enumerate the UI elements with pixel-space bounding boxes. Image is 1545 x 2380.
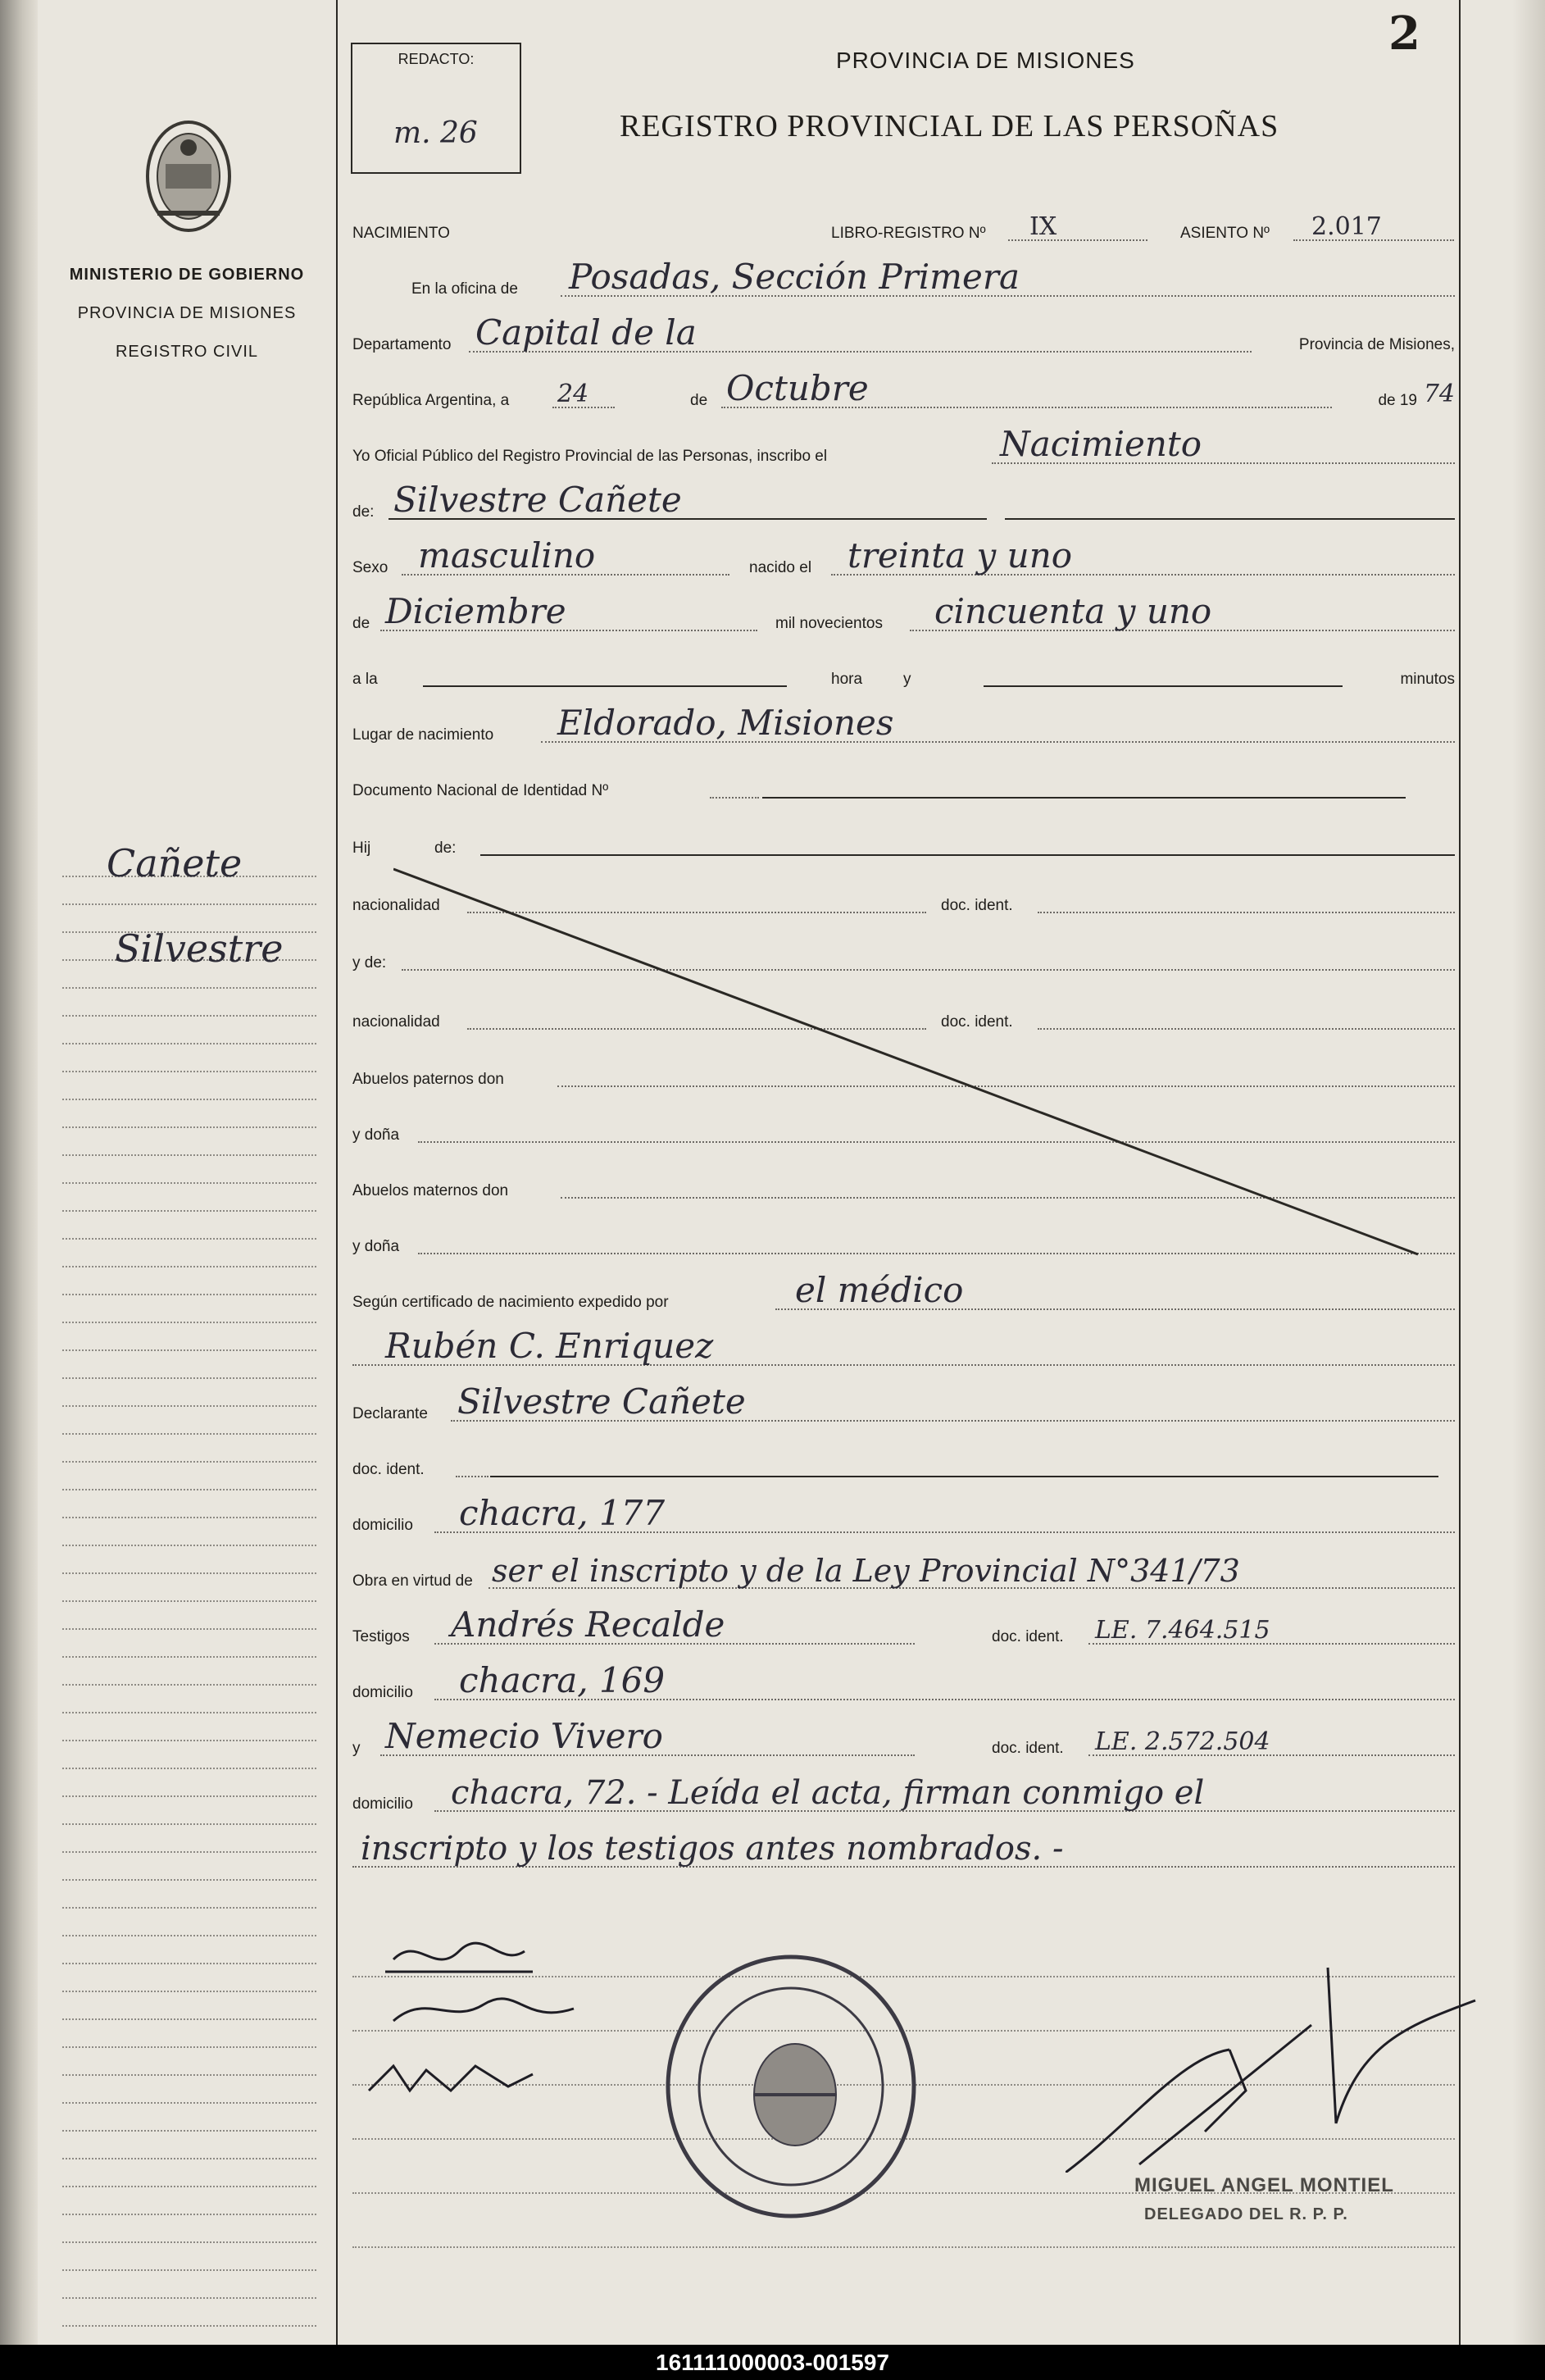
row-domicilio	[352, 1493, 1455, 1538]
margin-rule-line	[62, 1712, 316, 1713]
name-line-2	[1005, 518, 1455, 520]
libro-value: IX	[1029, 212, 1057, 241]
testigo2-value: Nemecio Vivero	[385, 1716, 663, 1756]
margin-rule-line	[62, 1294, 316, 1295]
lugar-label: Lugar de nacimiento	[352, 726, 494, 744]
margin-rule	[336, 0, 338, 2345]
de-name-label: de:	[352, 503, 375, 521]
abuelos-maternos-label: Abuelos maternos don	[352, 1182, 509, 1199]
margin-rule-line	[62, 1489, 316, 1490]
strike-through-line	[393, 853, 1426, 1263]
margin-rule-line	[62, 1071, 316, 1072]
testigo1-doc-value: LE. 7.464.515	[1095, 1616, 1270, 1645]
row-medico	[352, 1326, 1455, 1371]
signature-rule-line	[352, 2246, 1455, 2248]
asiento-label: ASIENTO Nº	[1180, 225, 1270, 242]
margin-rule-line	[62, 987, 316, 989]
margin-rule-line	[62, 1907, 316, 1909]
departamento-label: Departamento	[352, 336, 452, 353]
page-edge	[1512, 0, 1545, 2345]
margin-rule-line	[62, 1517, 316, 1518]
nacido-label: nacido el	[749, 559, 812, 576]
header-registry: REGISTRO PROVINCIAL DE LAS PERSOÑAS	[620, 109, 1279, 143]
domicilio3-label: domicilio	[352, 1795, 413, 1813]
y2-label: y	[352, 1740, 361, 1757]
redacto-box	[351, 43, 521, 174]
hij-label: Hij	[352, 840, 371, 857]
margin-rule-line	[62, 1238, 316, 1240]
testigo2-doc-value: LE. 2.572.504	[1095, 1727, 1270, 1756]
margin-surname: Cañete	[107, 841, 243, 885]
certificado-value: el médico	[795, 1270, 964, 1310]
margin-rule-line	[62, 1377, 316, 1379]
header-province: PROVINCIA DE MISIONES	[836, 48, 1135, 73]
year-value: 74	[1423, 380, 1455, 408]
de2-label: de	[352, 615, 370, 632]
nacionalidad2-label: nacionalidad	[352, 1013, 440, 1031]
dni-label: Documento Nacional de Identidad Nº	[352, 782, 609, 799]
a-la-label: a la	[352, 671, 378, 688]
y-de-label: y de:	[352, 954, 387, 972]
margin-rule-line	[62, 1684, 316, 1686]
row-testigos	[352, 1604, 1455, 1650]
mil-label: mil novecientos	[775, 615, 883, 632]
margin-rule-line	[62, 2018, 316, 2020]
margin-rule-line	[62, 2074, 316, 2076]
row-dni	[352, 762, 1455, 803]
ministry-province: PROVINCIA DE MISIONES	[77, 304, 297, 322]
redacto-value: m. 26	[393, 116, 478, 150]
departamento-value: Capital de la	[475, 312, 697, 353]
row-oficina	[352, 257, 1455, 302]
ministry-civil: REGISTRO CIVIL	[115, 343, 259, 361]
margin-rule-line	[62, 903, 316, 905]
margin-rule-line	[62, 1461, 316, 1463]
province-emblem-icon	[141, 115, 236, 238]
oficial-text: Yo Oficial Público del Registro Provincial de las Personas, inscribo el	[352, 448, 828, 465]
row-obra	[352, 1553, 1455, 1594]
obra-label: Obra en virtud de	[352, 1572, 473, 1590]
margin-rule-line	[62, 1656, 316, 1658]
margin-rule-line	[62, 1628, 316, 1630]
book-binding	[0, 0, 38, 2345]
official-seal-icon	[656, 1951, 926, 2222]
domicilio2-label: domicilio	[352, 1684, 413, 1701]
minutos-line	[984, 685, 1343, 687]
republica-label: República Argentina, a	[352, 392, 510, 409]
official-name: MIGUEL ANGEL MONTIEL	[1134, 2174, 1394, 2196]
row-sexo	[352, 535, 1455, 580]
oficina-value: Posadas, Sección Primera	[569, 257, 1020, 297]
margin-rule-line	[62, 1600, 316, 1602]
hora-label: hora	[831, 671, 863, 688]
margin-rule-line	[62, 1154, 316, 1156]
margin-rule-line	[62, 1740, 316, 1741]
inscribo-value: Nacimiento	[1000, 424, 1202, 464]
domicilio2-value: chacra, 169	[459, 1660, 666, 1700]
margin-rule-line	[62, 2241, 316, 2243]
nacionalidad-label: nacionalidad	[352, 897, 440, 914]
testigo1-value: Andrés Recalde	[451, 1604, 725, 1645]
margin-rule-line	[62, 2269, 316, 2271]
margin-rule-line	[62, 1322, 316, 1323]
declarante-value: Silvestre Cañete	[457, 1381, 746, 1422]
oficina-label: En la oficina de	[411, 280, 518, 298]
official-title: DELEGADO DEL R. P. P.	[1144, 2205, 1348, 2223]
page-number: 2	[1388, 7, 1420, 61]
domicilio-label: domicilio	[352, 1517, 413, 1534]
row-fecha	[352, 368, 1455, 413]
doc-ident-label: doc. ident.	[941, 897, 1013, 914]
hij-de-label: de:	[434, 840, 457, 857]
row-doc-ident3	[352, 1441, 1455, 1482]
provincia-suffix: Provincia de Misiones,	[1298, 336, 1455, 353]
row-domicilio2	[352, 1660, 1455, 1705]
abuelos-paternos-label: Abuelos paternos don	[352, 1071, 504, 1088]
domicilio3-value: chacra, 72. - Leída el acta, firman conmigo el	[451, 1774, 1205, 1812]
doc-ident2-label: doc. ident.	[941, 1013, 1013, 1031]
margin-rule-line	[62, 1099, 316, 1100]
margin-rule-line	[62, 2186, 316, 2187]
margin-rule-line	[62, 1823, 316, 1825]
margin-rule-line	[62, 1433, 316, 1435]
mil-value: cincuenta y uno	[934, 591, 1212, 631]
closing-value: inscripto y los testigos antes nombrados. -	[361, 1830, 1064, 1868]
margin-rule-line	[62, 1879, 316, 1881]
hora-line	[423, 685, 787, 687]
ministry-title: MINISTERIO DE GOBIERNO	[69, 266, 305, 284]
de-label: de	[690, 392, 708, 409]
margin-rule-line	[62, 1015, 316, 1017]
margin-rule-line	[62, 1349, 316, 1351]
margin-rule-line	[62, 1572, 316, 1574]
month-value: Octubre	[726, 368, 869, 408]
archive-id: 161111000003-001597	[0, 2345, 1545, 2380]
day-value: 24	[557, 380, 589, 408]
declarante-label: Declarante	[352, 1405, 428, 1422]
margin-rule-line	[62, 2102, 316, 2104]
row-lugar	[352, 703, 1455, 748]
sexo-label: Sexo	[352, 559, 389, 576]
margin-rule-line	[62, 1266, 316, 1267]
margin-rule-line	[62, 1795, 316, 1797]
margin-rule-line	[62, 1210, 316, 1212]
margin-rule-line	[62, 1545, 316, 1546]
asiento-value: 2.017	[1311, 212, 1382, 241]
y-dona2-label: y doña	[352, 1238, 400, 1255]
certificado-label: Según certificado de nacimiento expedido por	[352, 1294, 669, 1311]
domicilio-value: chacra, 177	[459, 1493, 666, 1533]
row-certificado	[352, 1270, 1455, 1315]
testigos-label: Testigos	[352, 1628, 410, 1645]
dni-dots	[710, 797, 759, 799]
margin-rule-line	[62, 1851, 316, 1853]
margin-rule-line	[62, 1043, 316, 1044]
testigo1-doc-label: doc. ident.	[992, 1628, 1064, 1645]
row-hora	[352, 651, 1455, 692]
margin-rule-line	[62, 1768, 316, 1769]
libro-label: LIBRO-REGISTRO Nº	[831, 225, 986, 242]
doc-ident3-line	[490, 1476, 1438, 1477]
name-value: Silvestre Cañete	[393, 480, 682, 520]
redacto-label: REDACTO:	[398, 51, 475, 67]
y-label: y	[903, 671, 911, 688]
ministry-block	[49, 256, 325, 371]
row-libro	[352, 205, 1455, 246]
doc-ident3-label: doc. ident.	[352, 1461, 425, 1478]
margin-rule-line	[62, 1991, 316, 1992]
margin-rule-line	[62, 2297, 316, 2299]
obra-value: ser el inscripto y de la Ley Provincial N°341/73	[492, 1553, 1240, 1589]
y-dona-label: y doña	[352, 1126, 400, 1144]
act-type-label: NACIMIENTO	[352, 225, 450, 242]
official-signature-icon	[1066, 1959, 1484, 2173]
row-diciembre	[352, 591, 1455, 636]
margin-rule-line	[62, 1182, 316, 1184]
witness-signatures-icon	[361, 1927, 656, 2115]
margin-rule-line	[62, 2130, 316, 2132]
sexo-value: masculino	[418, 535, 596, 576]
lugar-value: Eldorado, Misiones	[557, 703, 894, 743]
margin-rule-line	[62, 2046, 316, 2048]
medico-value: Rubén C. Enriquez	[385, 1326, 714, 1366]
margin-rule-line	[62, 2158, 316, 2159]
row-declarante	[352, 1381, 1455, 1427]
margin-rule-line	[62, 1935, 316, 1936]
doc-ident3-dots	[456, 1476, 488, 1477]
margin-rule-line	[62, 1126, 316, 1128]
nacido-value: treinta y uno	[847, 535, 1073, 576]
row-testigo2	[352, 1716, 1455, 1761]
year-prefix: de 19	[1378, 392, 1417, 409]
row-domicilio3	[352, 1776, 1455, 1817]
row-departamento	[352, 312, 1455, 357]
testigo2-doc-label: doc. ident.	[992, 1740, 1064, 1757]
dni-line	[762, 797, 1406, 799]
margin-given-name: Silvestre	[115, 926, 284, 971]
row-oficial	[352, 424, 1455, 469]
row-closing	[352, 1832, 1455, 1873]
margin-rule-line	[62, 2325, 316, 2327]
margin-rule-line	[62, 1963, 316, 1964]
birth-month-value: Diciembre	[385, 591, 566, 631]
margin-rule-line	[62, 1405, 316, 1407]
minutos-label: minutos	[1400, 671, 1455, 688]
row-nombre	[352, 480, 1455, 525]
margin-rule-line	[62, 2214, 316, 2215]
